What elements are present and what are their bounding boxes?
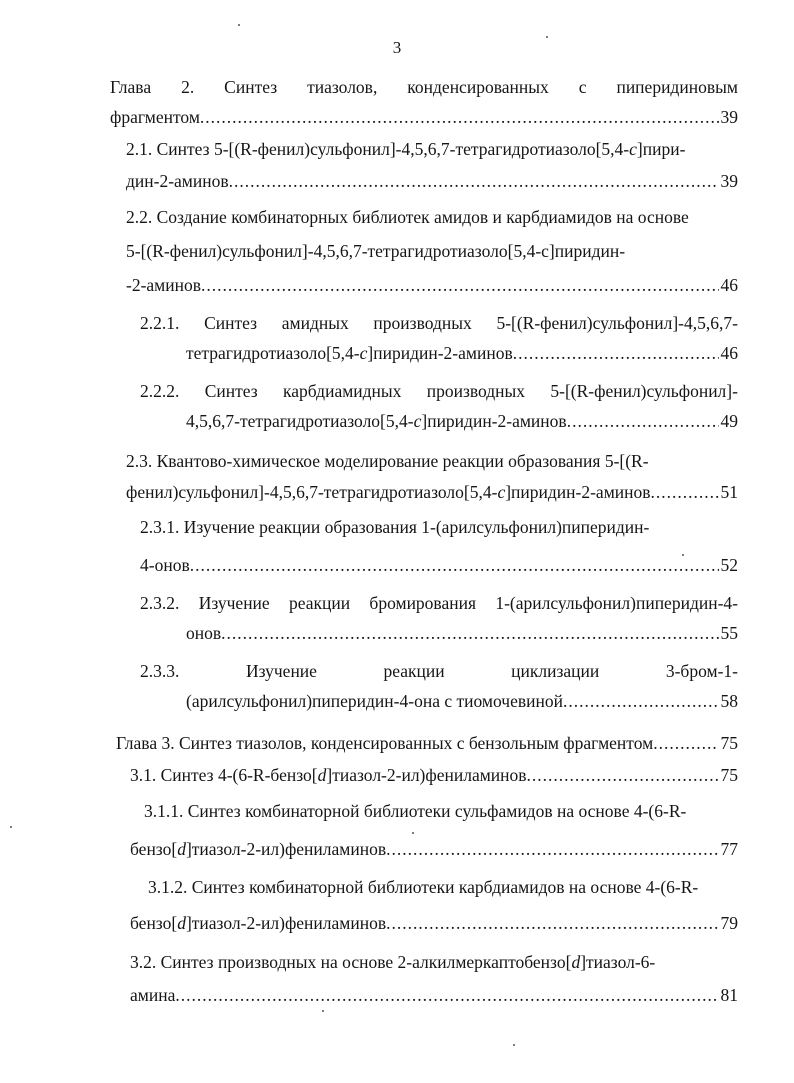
- toc-section-2-1-line1: 2.1. Синтез 5-[(R-фенил)сульфонил]-4,5,6,7-тетрагидротиазоло[5,4-c]пири-: [126, 139, 686, 159]
- toc-section-3-1-2-line2: бензо[d]тиазол-2-ил)фениламинов ..... 79: [130, 912, 738, 934]
- toc-section-2-3-line2: фенил)сульфонил]-4,5,6,7-тетрагидротиазоло[5,4-c]пиридин-2-аминов ..... 51: [126, 481, 738, 503]
- page-ref: 46: [720, 343, 738, 363]
- page-ref: 51: [720, 482, 738, 502]
- toc-section-2-3-3-line1: 2.3.3. Изучение реакции циклизации 3-бром-1-: [140, 661, 738, 681]
- page-ref: 79: [720, 913, 738, 933]
- toc-section-3-2-line2: амина ..... 81: [130, 984, 738, 1006]
- scan-speck: [322, 1010, 324, 1012]
- toc-section-2-2-line1: 2.2. Создание комбинаторных библиотек амидов и карбдиамидов на основе: [126, 207, 689, 227]
- page-ref: 39: [720, 107, 738, 127]
- toc-section-2-3-1-line1: 2.3.1. Изучение реакции образования 1-(арилсульфонил)пиперидин-: [140, 517, 650, 537]
- scan-speck: [682, 554, 684, 556]
- page-ref: 81: [720, 985, 738, 1005]
- toc-section-2-3-2-line1: 2.3.2. Изучение реакции бромирования 1-(арилсульфонил)пиперидин-4-: [140, 593, 738, 613]
- page-ref: 77: [720, 839, 738, 859]
- toc-chapter-2-line2: фрагментом ..... 39: [110, 106, 738, 128]
- page-ref: 58: [720, 691, 738, 711]
- toc-section-2-3-line1: 2.3. Квантово-химическое моделирование реакции образования 5-[(R-: [126, 451, 649, 471]
- scan-speck: [238, 24, 240, 26]
- toc-section-3-1: 3.1. Синтез 4-(6-R-бензо[d]тиазол-2-ил)фениламинов ..... 75: [130, 764, 738, 786]
- toc-section-2-2-1-line2: тетрагидротиазоло[5,4-c]пиридин-2-аминов ..... 46: [186, 342, 738, 364]
- page-ref: 46: [720, 275, 738, 295]
- toc-chapter-3: Глава 3. Синтез тиазолов, конденсированных с бензольным фрагментом ..... 75: [116, 732, 738, 754]
- toc-section-2-1-line2: дин-2-аминов ..... 39: [126, 170, 738, 192]
- scan-speck: [546, 36, 548, 38]
- page-ref: 52: [720, 555, 738, 575]
- page-ref: 49: [720, 411, 738, 431]
- toc-chapter-2-line1: Глава 2. Синтез тиазолов, конденсированных с пиперидиновым: [110, 77, 738, 97]
- scan-speck: [10, 826, 12, 828]
- page-ref: 39: [720, 171, 738, 191]
- scan-speck: [513, 1044, 515, 1046]
- toc-section-2-2-2-line1: 2.2.2. Синтез карбдиамидных производных 5-[(R-фенил)сульфонил]-: [140, 381, 738, 401]
- page-ref: 75: [720, 733, 738, 753]
- toc-section-3-1-1-line1: 3.1.1. Синтез комбинаторной библиотеки сульфамидов на основе 4-(6-R-: [144, 801, 687, 821]
- scan-speck: [412, 832, 414, 834]
- page-ref: 75: [720, 765, 738, 785]
- toc-section-2-2-line2: 5-[(R-фенил)сульфонил]-4,5,6,7-тетрагидротиазоло[5,4-c]пиридин-: [126, 241, 626, 261]
- toc-section-3-2-line1: 3.2. Синтез производных на основе 2-алкилмеркаптобензо[d]тиазол-6-: [130, 952, 656, 972]
- toc-section-2-2-1-line1: 2.2.1. Синтез амидных производных 5-[(R-фенил)сульфонил]-4,5,6,7-: [140, 313, 738, 333]
- toc-section-2-3-1-line2: 4-онов ..... 52: [140, 554, 738, 576]
- toc-section-2-2-2-line2: 4,5,6,7-тетрагидротиазоло[5,4-c]пиридин-2-аминов ..... 49: [186, 410, 738, 432]
- toc-section-2-3-2-line2: онов ..... 55: [186, 622, 738, 644]
- toc-section-3-1-2-line1: 3.1.2. Синтез комбинаторной библиотеки карбдиамидов на основе 4-(6-R-: [148, 877, 699, 897]
- toc-section-2-2-line3: -2-аминов ..... 46: [126, 274, 738, 296]
- toc-section-2-3-3-line2: (арилсульфонил)пиперидин-4-она с тиомочевиной ..... 58: [186, 690, 738, 712]
- page-ref: 55: [720, 623, 738, 643]
- page-number: 3: [392, 38, 402, 57]
- toc-section-3-1-1-line2: бензо[d]тиазол-2-ил)фениламинов ..... 77: [130, 838, 738, 860]
